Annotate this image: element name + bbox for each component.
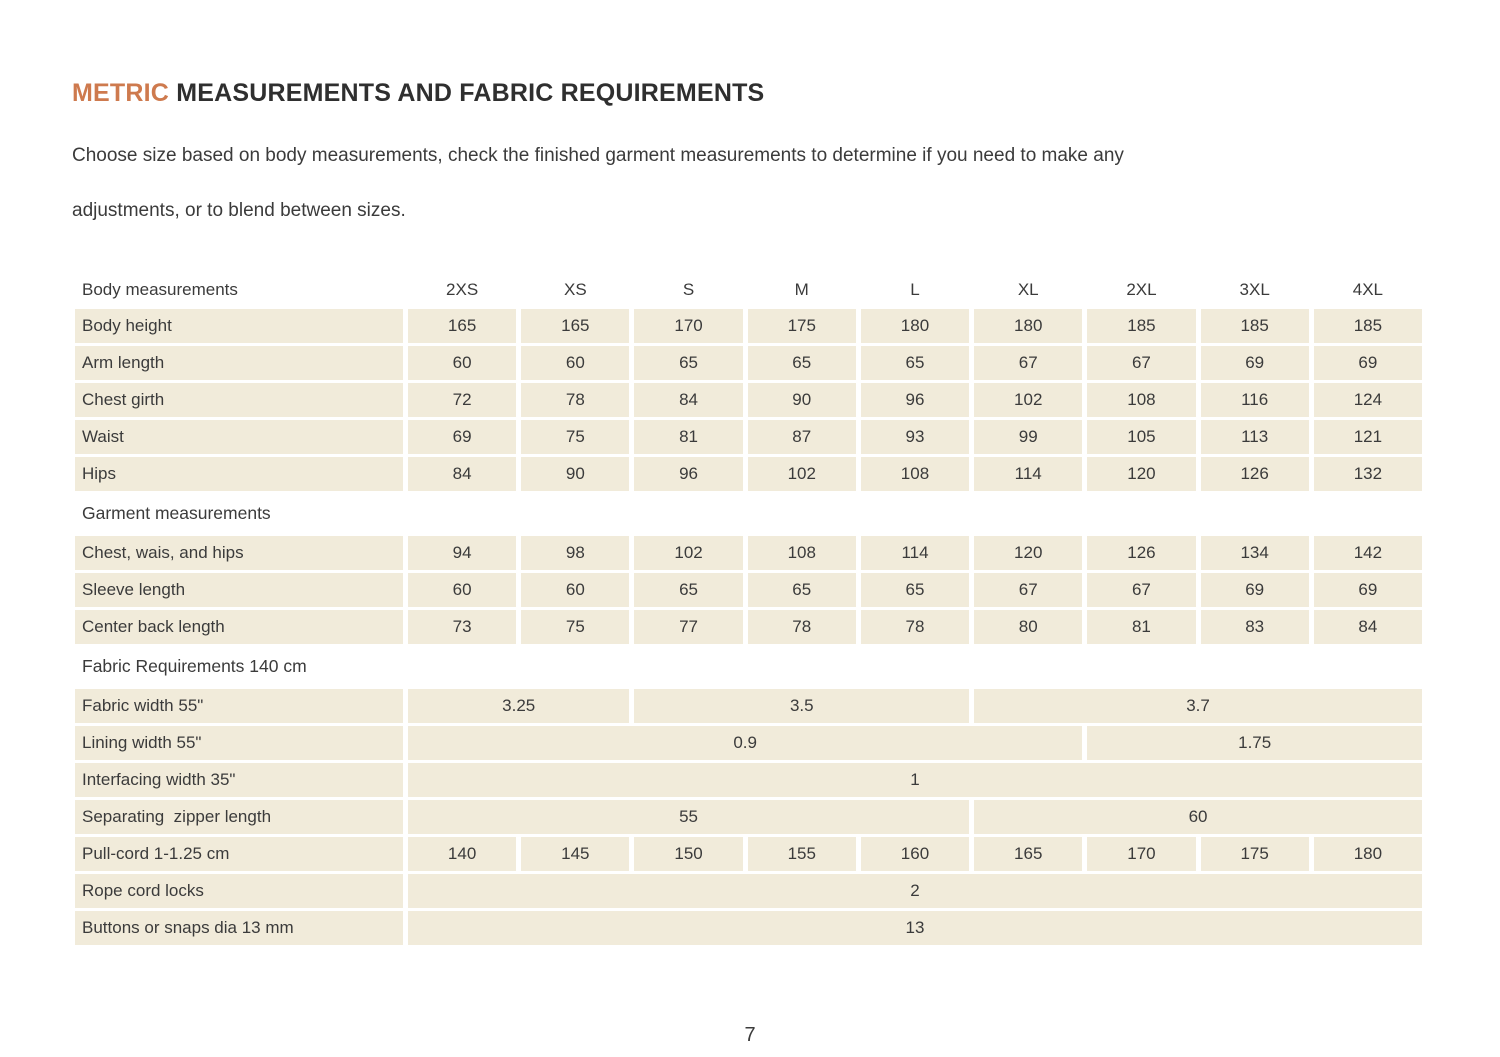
table-cell: 1 (408, 763, 1422, 797)
table-cell: 90 (521, 457, 629, 491)
table-row (75, 420, 1422, 454)
section-title: Garment measurements (82, 503, 271, 523)
table-cell: 78 (861, 610, 969, 644)
table-cell: 77 (634, 610, 742, 644)
size-table (75, 275, 1422, 945)
table-cell: 113 (1201, 420, 1309, 454)
table-row (75, 309, 1422, 343)
table-cell: 114 (861, 536, 969, 570)
table-cell: 105 (1087, 420, 1195, 454)
table-cell: 140 (408, 837, 516, 871)
column-header-2xl: 2XL (1126, 279, 1157, 299)
row-label: Buttons or snaps dia 13 mm (75, 911, 403, 945)
page-subtitle-line2: adjustments, or to blend between sizes. (72, 199, 406, 221)
page-number: 7 (744, 1024, 756, 1046)
table-row (75, 874, 1422, 908)
table-row (75, 383, 1422, 417)
table-cell: 170 (634, 309, 742, 343)
table-cell: 121 (1314, 420, 1422, 454)
table-row (75, 726, 1422, 760)
page-subtitle-line1: Choose size based on body measurements, check the finished garment measurements to determine if you need to make any (72, 144, 1124, 166)
table-cell: 180 (1314, 837, 1422, 871)
row-label: Fabric width 55" (75, 689, 403, 723)
page-subtitle (72, 114, 1500, 252)
table-cell: 65 (861, 346, 969, 380)
row-label: Center back length (75, 610, 403, 644)
column-header-l: L (910, 279, 920, 299)
row-label: Interfacing width 35" (75, 763, 403, 797)
row-label: Chest, wais, and hips (75, 536, 403, 570)
table-cell: 78 (748, 610, 856, 644)
table-cell: 83 (1201, 610, 1309, 644)
table-cell: 80 (974, 610, 1082, 644)
table-cell: 1.75 (1087, 726, 1422, 760)
table-cell: 60 (521, 346, 629, 380)
table-cell: 102 (634, 536, 742, 570)
table-cell: 84 (408, 457, 516, 491)
column-header-2xs: 2XS (446, 279, 479, 299)
table-row (75, 573, 1422, 607)
table-cell: 96 (861, 383, 969, 417)
row-label: Lining width 55" (75, 726, 403, 760)
table-cell: 60 (974, 800, 1422, 834)
row-label: Hips (75, 457, 403, 491)
table-cell: 69 (1201, 573, 1309, 607)
column-header-xl: XL (1017, 279, 1039, 299)
table-row (75, 800, 1422, 834)
table-cell: 75 (521, 610, 629, 644)
table-cell: 142 (1314, 536, 1422, 570)
page-title-accent: METRIC (72, 79, 170, 107)
table-cell: 155 (748, 837, 856, 871)
table-row (75, 763, 1422, 797)
column-header-3xl: 3XL (1239, 279, 1270, 299)
table-cell: 175 (748, 309, 856, 343)
table-cell: 132 (1314, 457, 1422, 491)
table-cell: 165 (408, 309, 516, 343)
table-cell: 108 (748, 536, 856, 570)
table-cell: 126 (1087, 536, 1195, 570)
table-row (75, 689, 1422, 723)
table-cell: 150 (634, 837, 742, 871)
table-cell: 69 (1201, 346, 1309, 380)
table-cell: 145 (521, 837, 629, 871)
page-title-rest: MEASUREMENTS AND FABRIC REQUIREMENTS (176, 79, 765, 107)
table-cell: 102 (974, 383, 1082, 417)
table-cell: 160 (861, 837, 969, 871)
table-cell: 60 (408, 346, 516, 380)
table-cell: 126 (1201, 457, 1309, 491)
table-cell: 69 (1314, 346, 1422, 380)
table-cell: 124 (1314, 383, 1422, 417)
table-cell: 120 (974, 536, 1082, 570)
table-cell: 3.7 (974, 689, 1422, 723)
table-row (75, 536, 1422, 570)
table-cell: 81 (1087, 610, 1195, 644)
table-cell: 175 (1201, 837, 1309, 871)
table-cell: 185 (1201, 309, 1309, 343)
table-cell: 69 (408, 420, 516, 454)
table-cell: 78 (521, 383, 629, 417)
table-cell: 84 (634, 383, 742, 417)
table-cell: 116 (1201, 383, 1309, 417)
table-cell: 99 (974, 420, 1082, 454)
table-cell: 3.5 (634, 689, 969, 723)
table-cell: 69 (1314, 573, 1422, 607)
row-label: Waist (75, 420, 403, 454)
table-cell: 73 (408, 610, 516, 644)
table-header-row (75, 275, 1422, 305)
section-title: Fabric Requirements 140 cm (82, 656, 307, 676)
row-label: Body height (75, 309, 403, 343)
table-cell: 67 (1087, 573, 1195, 607)
table-cell: 65 (634, 346, 742, 380)
table-cell: 134 (1201, 536, 1309, 570)
table-cell: 102 (748, 457, 856, 491)
row-label: Chest girth (75, 383, 403, 417)
row-label: Arm length (75, 346, 403, 380)
table-cell: 81 (634, 420, 742, 454)
table-cell: 87 (748, 420, 856, 454)
table-cell: 67 (974, 573, 1082, 607)
row-label: Sleeve length (75, 573, 403, 607)
table-cell: 75 (521, 420, 629, 454)
table-cell: 96 (634, 457, 742, 491)
table-cell: 0.9 (408, 726, 1082, 760)
table-cell: 65 (748, 573, 856, 607)
row-label: Pull-cord 1-1.25 cm (75, 837, 403, 871)
table-cell: 65 (634, 573, 742, 607)
table-cell: 114 (974, 457, 1082, 491)
table-cell: 185 (1314, 309, 1422, 343)
table-cell: 108 (1087, 383, 1195, 417)
table-cell: 180 (861, 309, 969, 343)
table-row (75, 911, 1422, 945)
table-cell: 165 (974, 837, 1082, 871)
table-cell: 94 (408, 536, 516, 570)
page-header (0, 0, 1500, 252)
table-cell: 13 (408, 911, 1422, 945)
table-cell: 3.25 (408, 689, 629, 723)
column-header-xs: XS (563, 279, 587, 299)
table-cell: 65 (861, 573, 969, 607)
column-header-4xl: 4XL (1352, 279, 1383, 299)
table-cell: 180 (974, 309, 1082, 343)
table-cell: 108 (861, 457, 969, 491)
column-header-s: S (682, 279, 695, 299)
table-row (75, 610, 1422, 644)
table-row (75, 346, 1422, 380)
table-cell: 2 (408, 874, 1422, 908)
table-cell: 60 (521, 573, 629, 607)
table-cell: 185 (1087, 309, 1195, 343)
table-cell: 93 (861, 420, 969, 454)
table-cell: 65 (748, 346, 856, 380)
table-header-label: Body measurements (82, 279, 238, 299)
table-row (75, 837, 1422, 871)
table-cell: 90 (748, 383, 856, 417)
table-cell: 55 (408, 800, 969, 834)
table-cell: 98 (521, 536, 629, 570)
row-label: Separating zipper length (75, 800, 403, 834)
page-title (72, 78, 1500, 108)
table-cell: 165 (521, 309, 629, 343)
table-row (75, 457, 1422, 491)
table-cell: 67 (1087, 346, 1195, 380)
table-cell: 72 (408, 383, 516, 417)
table-cell: 120 (1087, 457, 1195, 491)
table-cell: 170 (1087, 837, 1195, 871)
table-cell: 84 (1314, 610, 1422, 644)
table-cell: 60 (408, 573, 516, 607)
table-cell: 67 (974, 346, 1082, 380)
row-label: Rope cord locks (75, 874, 403, 908)
column-header-m: M (794, 279, 809, 299)
